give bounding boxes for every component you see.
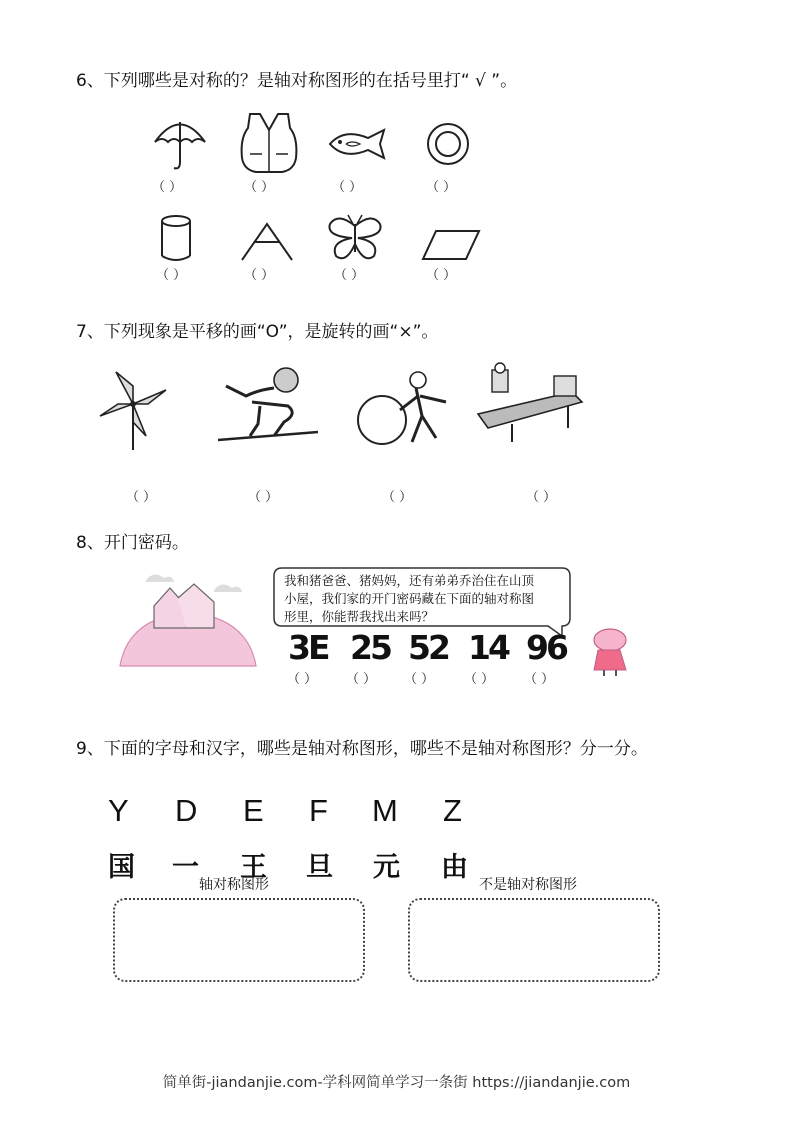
q6-title: 6、下列哪些是对称的？是轴对称图形的在括号里打“ √ ”。 <box>76 71 518 91</box>
q8-answer-3[interactable]: （ ） <box>404 672 435 687</box>
peppa-pig-icon <box>586 626 638 678</box>
hanzi-2: 一 <box>172 852 199 883</box>
q8-answer-2[interactable]: （ ） <box>346 672 377 687</box>
code-4: 14 <box>468 628 508 667</box>
symmetric-answer-box[interactable] <box>113 898 365 982</box>
q6-answer-3[interactable]: （ ） <box>332 180 363 195</box>
q6-answer-6[interactable]: （ ） <box>244 268 275 283</box>
q7-answer-1[interactable]: （ ） <box>126 490 157 505</box>
hilltop-house-icon <box>118 568 258 672</box>
q6-answer-7[interactable]: （ ） <box>334 268 365 283</box>
letter-Y: Y <box>108 793 129 828</box>
boy-rolling-hoop-icon <box>356 366 460 450</box>
q6-answer-5[interactable]: （ ） <box>156 268 187 283</box>
code-5: 96 <box>526 628 566 667</box>
q7-answer-4[interactable]: （ ） <box>526 490 557 505</box>
q8-answer-4[interactable]: （ ） <box>464 672 495 687</box>
non-symmetric-answer-box[interactable] <box>408 898 660 982</box>
q7-answer-2[interactable]: （ ） <box>248 490 279 505</box>
fish-icon <box>324 124 388 164</box>
letter-D: D <box>175 793 198 828</box>
q8-title: 8、开门密码。 <box>76 533 189 553</box>
q8-answer-5[interactable]: （ ） <box>524 672 555 687</box>
letter-E: E <box>243 793 264 828</box>
hanzi-5: 元 <box>373 852 400 883</box>
q6-answer-4[interactable]: （ ） <box>426 180 457 195</box>
bubble-text: 我和猪爸爸、猪妈妈，还有弟弟乔治住在山顶 小屋，我们家的开门密码藏在下面的轴对称图 形里，你能帮我找出来吗？ <box>284 573 535 624</box>
q9-title: 9、下面的字母和汉字，哪些是轴对称图形，哪些不是轴对称图形？分一分。 <box>76 739 648 759</box>
ring-icon <box>426 122 470 166</box>
letter-F: F <box>309 793 328 828</box>
code-2: 25 <box>350 628 390 667</box>
pinwheel-icon <box>96 364 170 452</box>
hanzi-4: 旦 <box>306 852 333 883</box>
butterfly-icon <box>324 212 386 264</box>
vest-icon <box>238 110 300 176</box>
hanzi-6: 由 <box>441 852 468 883</box>
letter-Z: Z <box>443 793 462 828</box>
parallelogram-icon <box>420 228 482 262</box>
q6-answer-1[interactable]: （ ） <box>152 180 183 195</box>
conveyor-belt-icon <box>472 362 588 446</box>
q6-answer-2[interactable]: （ ） <box>244 180 275 195</box>
cylinder-icon <box>158 214 194 264</box>
hanzi-1: 国 <box>108 852 135 883</box>
code-1: 3E <box>288 628 328 667</box>
q8-answer-1[interactable]: （ ） <box>287 672 318 687</box>
box-left-label: 轴对称图形 <box>199 877 269 893</box>
code-3: 52 <box>408 628 448 667</box>
hanzi-3: 王 <box>240 852 267 883</box>
q7-answer-3[interactable]: （ ） <box>382 490 413 505</box>
q7-title: 7、下列现象是平移的画“O”，是旋转的画“×”。 <box>76 322 439 342</box>
footer: 简单街-jiandanjie.com-学科网简单学习一条街 https://jiandanjie.com <box>162 1075 631 1091</box>
umbrella-icon <box>150 112 210 174</box>
q6-answer-8[interactable]: （ ） <box>426 268 457 283</box>
triangle-icon <box>238 220 296 262</box>
letter-M: M <box>372 793 398 828</box>
skier-icon <box>214 362 322 446</box>
box-right-label: 不是轴对称图形 <box>479 877 577 893</box>
